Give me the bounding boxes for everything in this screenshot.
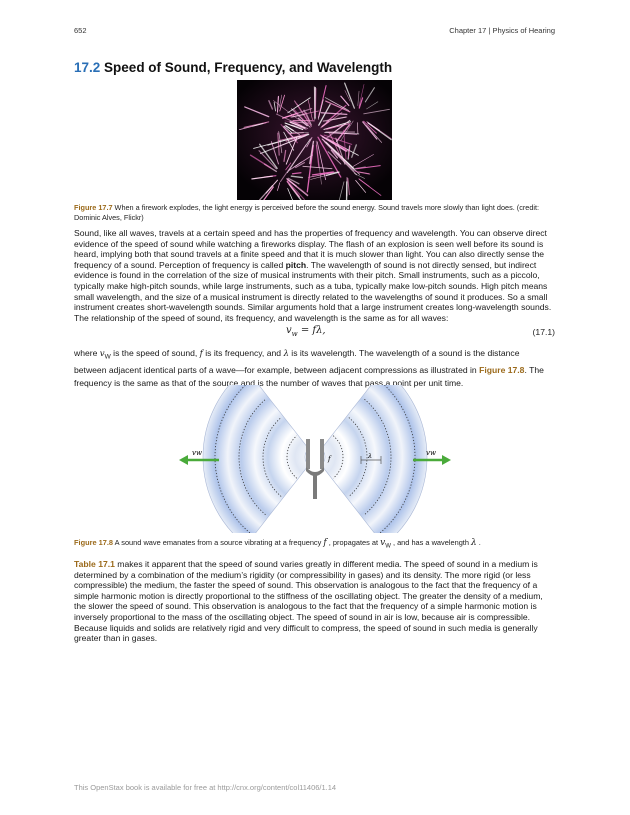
right-wave-fan <box>321 385 427 533</box>
paragraph-definitions <box>74 347 554 390</box>
figure-17-7-label: Figure 17.7 <box>74 203 113 212</box>
sound-wave-diagram <box>175 385 465 533</box>
label-lambda: λ <box>368 452 373 460</box>
section-number: 17.2 <box>74 60 101 75</box>
caption-v: v <box>380 538 386 548</box>
caption-text-1: A sound wave emanates from a source vibrating at a frequency <box>113 538 324 547</box>
definitions-text-2: is the speed of sound, <box>110 348 200 358</box>
paragraph-pitch <box>74 228 554 313</box>
var-lambda: λ <box>283 349 289 359</box>
definitions-text-4: is its wavelength. The wavelength of a sound is the distance between adjacent identical parts of a wave—for example, between adjacent compressions as illustrated in <box>74 348 520 375</box>
figure-17-8-caption <box>74 537 554 552</box>
var-f: f <box>199 349 203 359</box>
caption-text-3: , and has a wavelength <box>390 538 472 547</box>
chapter-header: Chapter 17 | Physics of Hearing <box>449 26 555 35</box>
definitions-text-3: is its frequency, and <box>202 348 284 358</box>
firework-spark <box>357 123 358 134</box>
table-17-1-link[interactable]: Table 17.1 <box>74 559 115 569</box>
equation-lhs: v <box>286 325 292 336</box>
label-vw-right: vw <box>426 449 436 457</box>
paragraph-relationship: The relationship of the speed of sound, its frequency, and wavelength is the same as for all waves: <box>74 313 449 323</box>
definitions-text-5: . The frequency is the same as that of the source and is the number of waves that pass a point per unit time. <box>74 364 544 388</box>
equation-rhs: = fλ, <box>297 325 326 336</box>
caption-lambda: λ <box>471 538 477 548</box>
equation-number: (17.1) <box>532 327 555 337</box>
caption-f: f <box>323 538 327 548</box>
tuning-fork-icon <box>306 439 324 499</box>
paragraph-speed-media-text: makes it apparent that the speed of sound varies greatly in different media. The speed of sound in a medium is determined by a combination of the medium’s rigidity (or compressibility in gases) and its density. The more rigid (or less compressible) the medium, the faster the speed of sound. This observation is analogous to the fact that the frequency of a simple harmonic motion is directly proportional to the stiffness of the oscillating object. The greater the density of a medium, the slower the speed of sound. This observation is analogous to the fact that the frequency of a simple harmonic motion is inversely proportional to the mass of the oscillating object. The speed of sound in air is low, because air is compressible. Because liquids and solids are relatively rigid and very difficult to compress, the speed of sound in such media is generally greater than in gases. <box>74 559 543 644</box>
caption-text-4: . <box>476 538 481 547</box>
page-number: 652 <box>74 26 87 35</box>
equation-lhs-subscript: w <box>291 330 298 338</box>
label-vw-left: vw <box>192 449 202 457</box>
caption-text-2: , propagates at <box>326 538 381 547</box>
var-v: v <box>99 349 105 359</box>
figure-17-7-caption-text: When a firework explodes, the light energy is perceived before the sound energy. Sound travels more slowly than light does. (credit: Dominic Alves, Flickr) <box>74 203 540 222</box>
var-v-subscript: W <box>104 353 111 361</box>
firework-photo <box>237 80 392 200</box>
figure-17-7-caption <box>74 203 554 222</box>
figure-17-8-link[interactable]: Figure 17.8 <box>479 364 525 375</box>
pitch-term: pitch <box>285 259 307 270</box>
section-title <box>74 60 392 75</box>
figure-17-8-label: Figure 17.8 <box>74 538 114 547</box>
label-f: f <box>328 455 331 463</box>
section-heading: Speed of Sound, Frequency, and Wavelength <box>104 60 393 75</box>
caption-v-subscript: W <box>385 543 391 550</box>
paragraph-speed-media <box>74 559 554 644</box>
definitions-text-1: where <box>74 348 100 358</box>
firework-spark <box>293 120 315 121</box>
equation-17-1 <box>286 325 326 338</box>
footer-license: This OpenStax book is available for free at http://cnx.org/content/col11406/1.14 <box>74 783 337 792</box>
paragraph-pitch-text-a: Sound, like all waves, travels at a certain speed and has the properties of frequency and wavelength. You can observe direct evidence of the speed of sound while watching a fireworks display. The flash of an explosion is seen well before its sound is heard, implying both that sound travels at a finite speed and that it is much slower than light. You can also directly sense the frequency of a sound. Perception of frequency is called <box>74 228 547 270</box>
paragraph-pitch-text-b: . The wavelength of sound is not directly sensed, but indirect evidence is found in the correlation of the size of musical instruments with their pitch. Small instruments, such as a piccolo, typically make high-pitch sounds, while large instruments, such as a tuba, typically make low-pitch sounds. High pitch means small wavelength, and the size of a musical instrument is directly related to the wavelengths of sound it produces. So a small instrument creates short-wavelength sounds. Similar arguments hold that a large instrument creates long-wavelength sounds. <box>74 259 552 313</box>
